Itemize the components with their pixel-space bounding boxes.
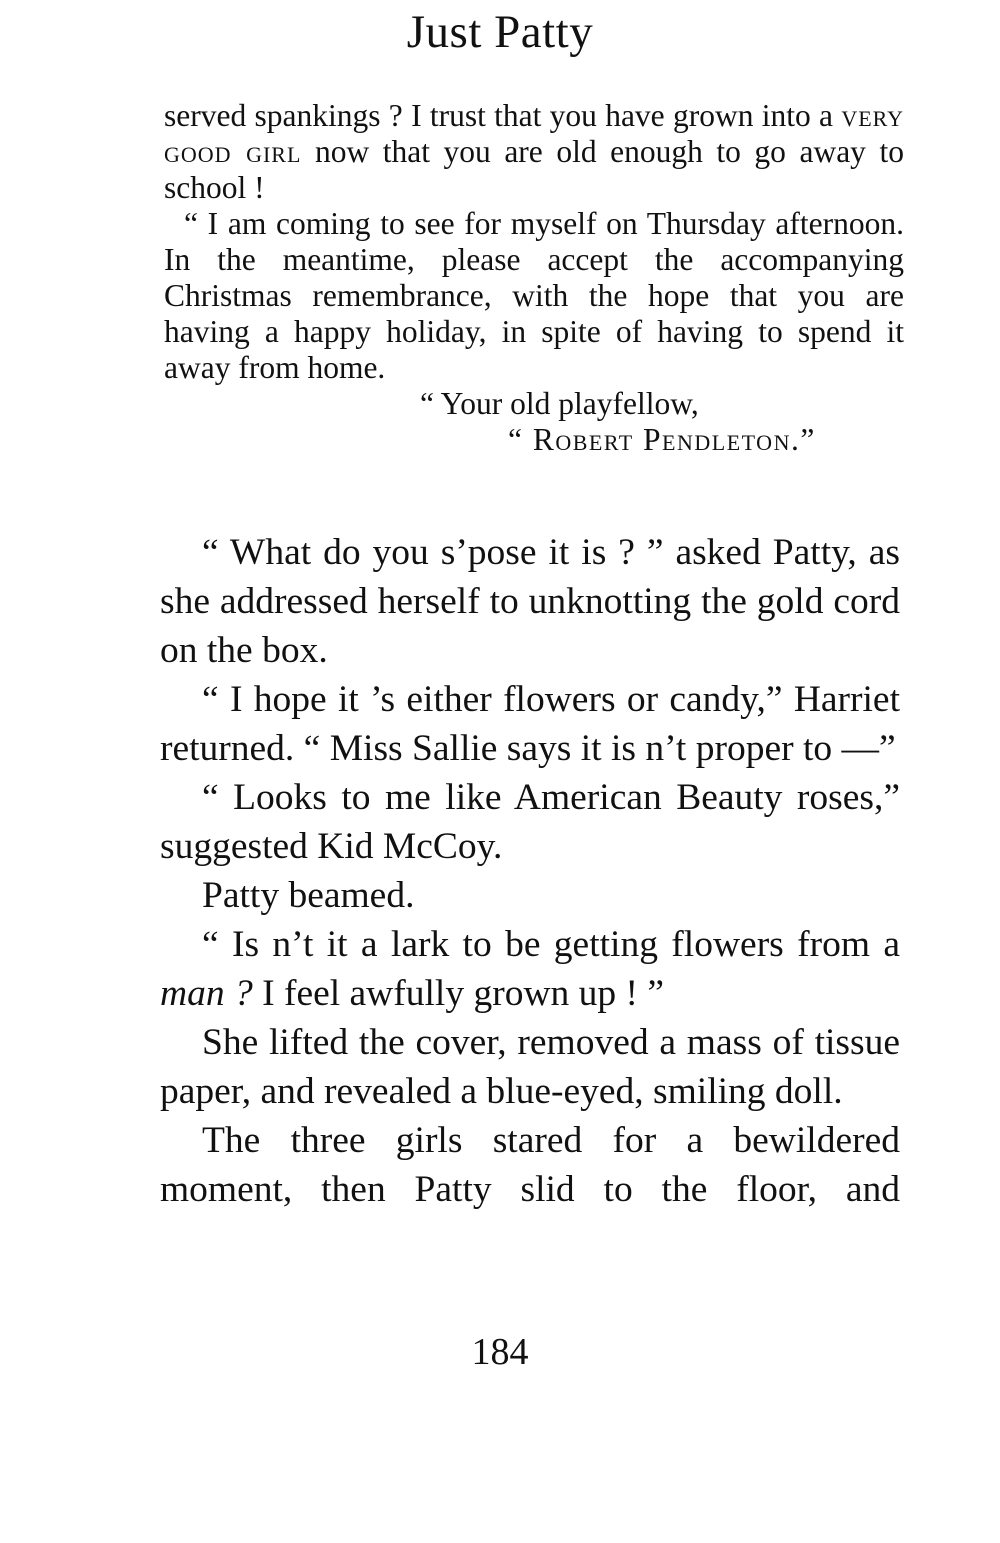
letter-text: served spankings ? I trust that you have grown into a	[164, 98, 842, 133]
letter-paragraph	[164, 98, 904, 206]
emphasized-word: man ?	[160, 973, 253, 1014]
narrative-body	[160, 528, 900, 1214]
narrative-paragraph: She lifted the cover, removed a mass of tissue paper, and revealed a blue-eyed, smiling doll.	[160, 1022, 900, 1112]
narrative-paragraph: Patty beamed.	[202, 875, 415, 916]
small-caps-phrase: very good girl	[164, 98, 904, 169]
running-title: Just Patty	[406, 6, 594, 58]
page-number: 184	[471, 1331, 529, 1373]
letter-signature: “ Robert Pendleton.”	[508, 422, 816, 457]
narrative-text: “ Is n’t it a lark to be getting flowers from a	[202, 924, 900, 965]
letter-text: now that you are old enough to go away to school !	[164, 134, 904, 205]
narrative-paragraph: The three girls stared for a bewildered moment, then Patty slid to the floor, and	[160, 1120, 900, 1210]
letter-paragraph: “ I am coming to see for myself on Thursday afternoon. In the meantime, please accept the accompanying Christmas remembrance, with the hope that you are having a happy holiday, in spite of having to spend it away from home.	[164, 206, 904, 385]
letter-body	[164, 98, 904, 386]
narrative-paragraph: “ I hope it ’s either flowers or candy,” Harriet returned. “ Miss Sallie says it is n’t proper to —”	[160, 679, 900, 769]
narrative-paragraph: “ What do you s’pose it is ? ” asked Patty, as she addressed herself to unknotting the gold cord on the box.	[160, 532, 900, 671]
narrative-paragraph: “ Looks to me like American Beauty roses,” suggested Kid McCoy.	[160, 777, 900, 867]
narrative-text: I feel awfully grown up ! ”	[252, 973, 665, 1014]
letter-closing: “ Your old playfellow,	[420, 386, 699, 421]
narrative-paragraph	[160, 920, 900, 1018]
